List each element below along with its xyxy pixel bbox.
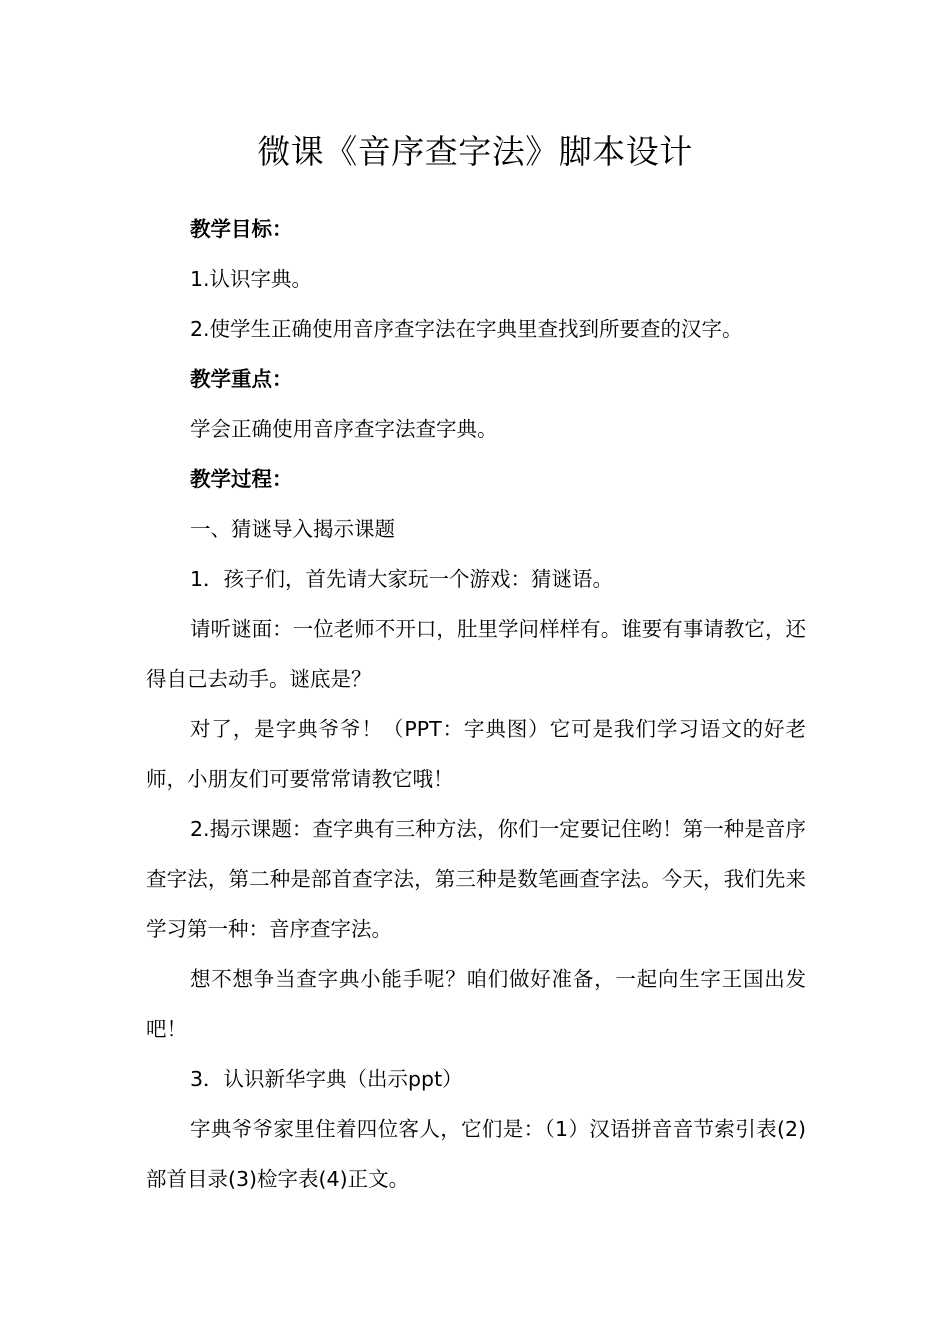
body-paragraph: 2.揭示课题：查字典有三种方法，你们一定要记住哟！第一种是音序查字法，第二种是部首查字法，第三种是数笔画查字法。今天，我们先来学习第一种：音序查字法。	[146, 817, 806, 941]
heading-teaching-goals: 教学目标：	[190, 217, 293, 241]
goal-item-2: 2.使学生正确使用音序查字法在字典里查找到所要查的汉字。	[190, 317, 743, 341]
body-paragraph: 字典爷爷家里住着四位客人，它们是：（1）汉语拼音音节索引表(2)部首目录(3)检字表(4)正文。	[146, 1117, 806, 1191]
section-heading-1: 一、猜谜导入揭示课题	[190, 517, 395, 541]
document-title: 微课《音序查字法》脚本设计	[257, 132, 693, 171]
goal-item-1: 1.认识字典。	[190, 267, 313, 291]
focus-text: 学会正确使用音序查字法查字典。	[190, 417, 498, 441]
heading-teaching-focus: 教学重点：	[190, 367, 293, 391]
heading-teaching-process: 教学过程：	[190, 467, 293, 491]
body-paragraph: 请听谜面：一位老师不开口，肚里学问样样有。谁要有事请教它，还得自己去动手。谜底是？	[146, 617, 806, 691]
body-paragraph: 3．认识新华字典（出示ppt）	[190, 1067, 463, 1091]
body-paragraph: 对了，是字典爷爷！（PPT：字典图）它可是我们学习语文的好老师，小朋友们可要常常请教它哦！	[146, 717, 806, 791]
body-paragraph: 1．孩子们，首先请大家玩一个游戏：猜谜语。	[190, 567, 614, 591]
body-paragraph: 想不想争当查字典小能手呢？咱们做好准备，一起向生字王国出发吧！	[146, 967, 806, 1041]
document-body	[146, 204, 806, 1204]
